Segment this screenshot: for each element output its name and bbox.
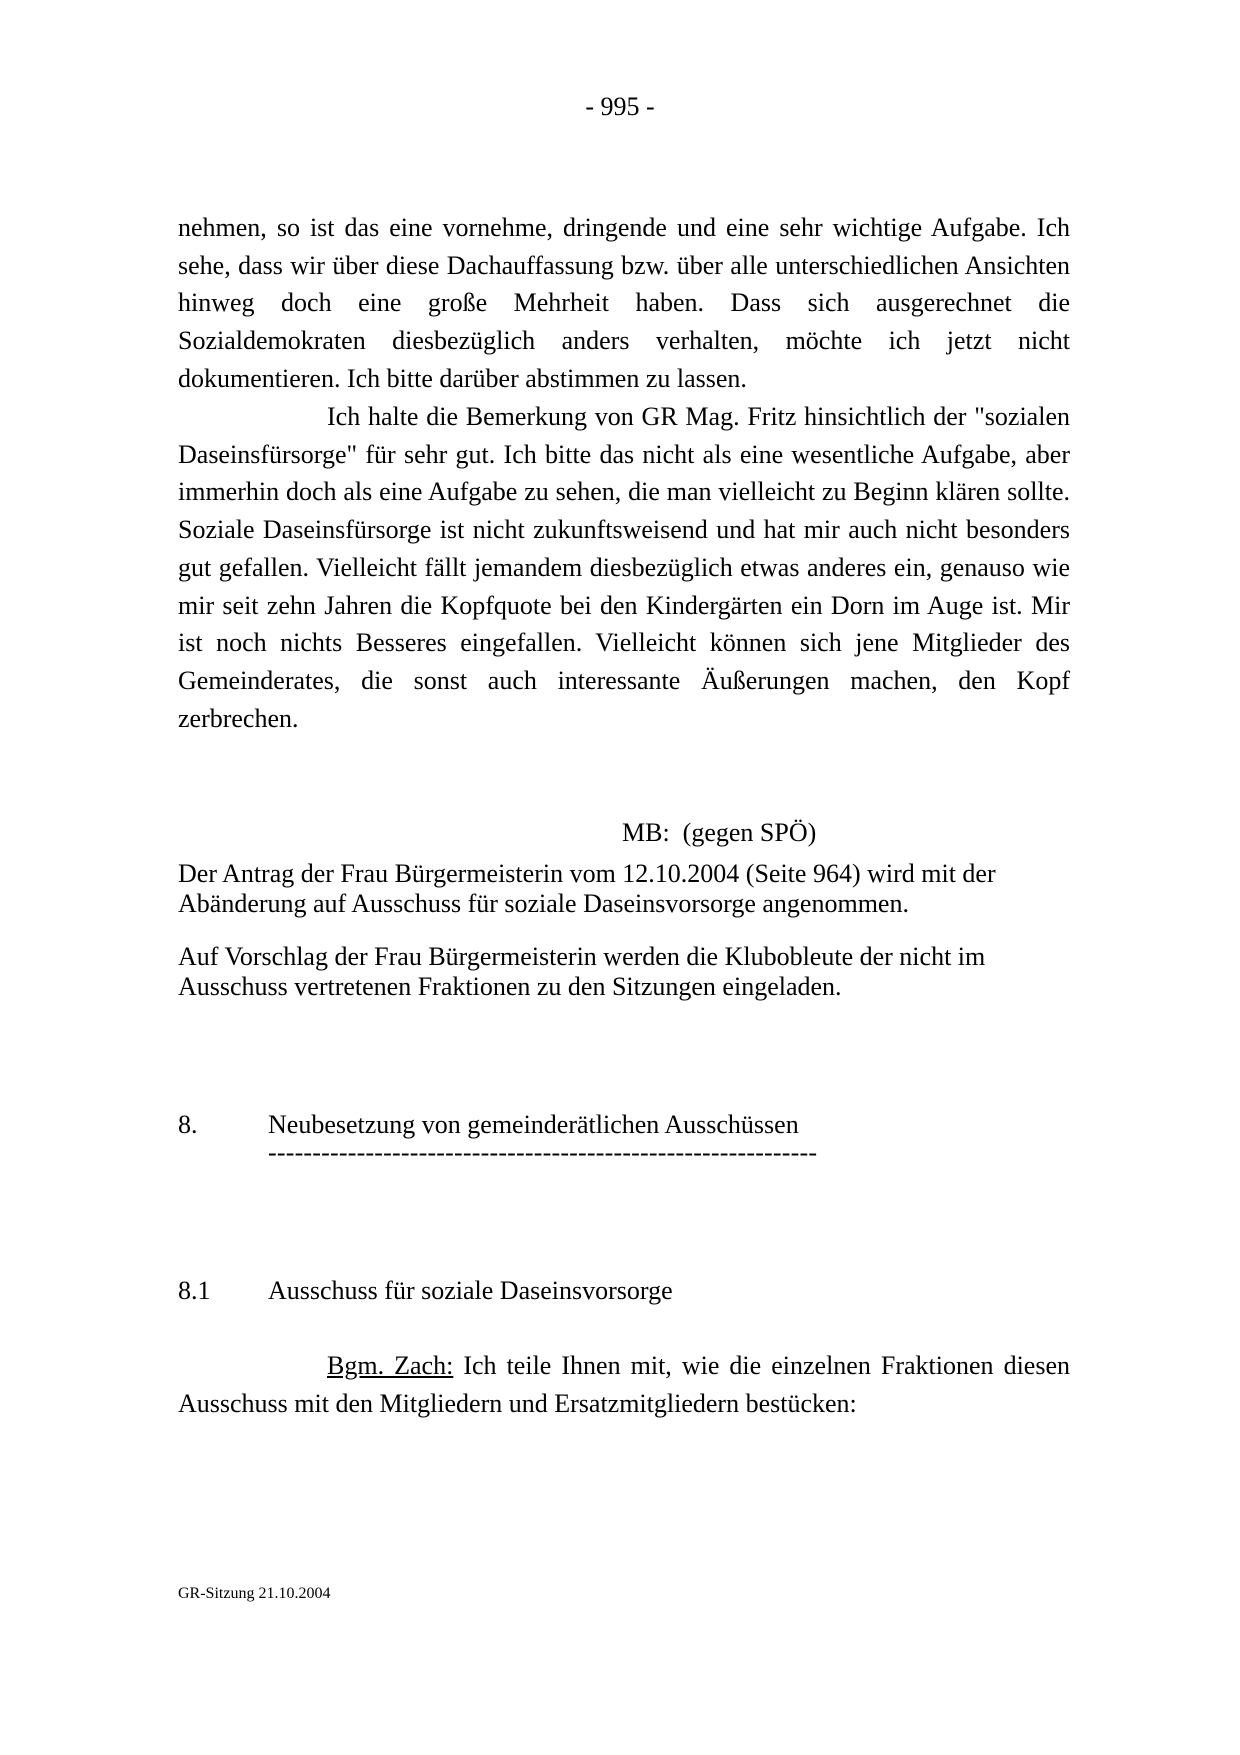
speaker-name: Bgm. Zach:	[327, 1351, 454, 1380]
resolution-club-leaders-invited: Auf Vorschlag der Frau Bürgermeisterin werden die Klubobleute der nicht im Ausschuss vertretenen Fraktionen zu den Sitzungen eingeladen.	[178, 942, 986, 1001]
paragraph-mayor-statement	[178, 1347, 1070, 1422]
section-title: Neubesetzung von gemeinderätlichen Ausschüssen	[268, 1110, 799, 1139]
section-title: Ausschuss für soziale Daseinsvorsorge	[268, 1276, 673, 1305]
page-footer: GR-Sitzung 21.10.2004	[178, 1585, 331, 1602]
statement-text: Ich teile Ihnen mit, wie die einzelnen Fraktionen diesen Ausschuss mit den Mitgliedern und Ersatzmitgliedern bestücken:	[178, 1351, 1070, 1418]
vote-result: MB: (gegen SPÖ)	[622, 818, 817, 847]
paragraph-continuation: nehmen, so ist das eine vornehme, dringende und eine sehr wichtige Aufgabe. Ich sehe, dass wir über diese Dachauffassung bzw. über alle unterschiedlichen Ansichten hinweg doch eine große Mehrheit haben. Dass sich ausgerechnet die Sozialdemokraten diesbezüglich anders verhalten, möchte ich jetzt nicht dokumentieren. Ich bitte darüber abstimmen zu lassen.	[178, 213, 1070, 393]
paragraph-mayor-remarks: Ich halte die Bemerkung von GR Mag. Fritz hinsichtlich der "sozialen Daseinsfürsorge" für sehr gut. Ich bitte das nicht als eine wesentliche Aufgabe, aber immerhin doch als eine Aufgabe zu sehen, die man vielleicht zu Beginn klären sollte. Soziale Daseinsfürsorge ist nicht zukunftsweisend und hat mir auch nicht besonders gut gefallen. Vielleicht fällt jemandem diesbezüglich etwas anderes ein, genauso wie mir seit zehn Jahren die Kopfquote bei den Kindergärten ein Dorn im Auge ist. Mir ist noch nichts Besseres eingefallen. Vielleicht können sich jene Mitglieder des Gemeinderates, die sonst auch interessante Äußerungen machen, den Kopf zerbrechen.	[178, 402, 1070, 733]
section-number: 8.	[178, 1110, 198, 1139]
page-number: - 995 -	[585, 92, 655, 121]
section-dashed-underline: --------------------------------------------------------------	[268, 1138, 818, 1167]
section-number: 8.1	[178, 1276, 211, 1305]
resolution-motion-accepted: Der Antrag der Frau Bürgermeisterin vom 12.10.2004 (Seite 964) wird mit der Abänderung auf Ausschuss für soziale Daseinsvorsorge angenommen.	[178, 859, 996, 918]
